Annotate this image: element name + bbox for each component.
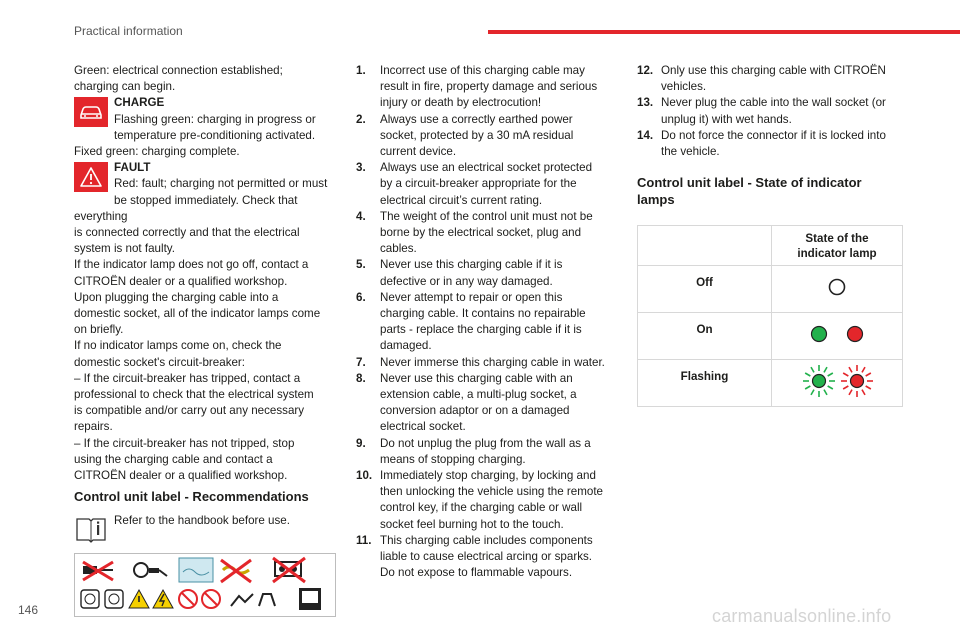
text-line: means of stopping charging. — [380, 452, 526, 466]
text-line: temperature pre-conditioning activated. — [114, 128, 316, 142]
text-line: unplug it) with wet hands. — [661, 112, 792, 126]
running-header: Practical information — [74, 24, 183, 38]
lamp-cell-on — [772, 313, 903, 360]
text-line: system is not faulty. — [74, 242, 175, 256]
page-number: 146 — [18, 603, 39, 617]
indicator-state-table — [637, 225, 903, 407]
handbook-icon — [74, 513, 108, 543]
table-row — [638, 266, 903, 313]
lamp-green-on-icon — [812, 326, 827, 341]
text-line: be stopped immediately. Check that everything — [74, 193, 298, 223]
item-number: 9. — [356, 436, 366, 450]
text-line: Never attempt to repair or open this — [380, 290, 563, 304]
header-accent-bar — [488, 30, 960, 34]
list-item — [356, 355, 618, 371]
item-text — [380, 436, 618, 468]
list-item — [356, 160, 618, 209]
item-text — [661, 128, 903, 160]
item-number: 8. — [356, 371, 366, 385]
charge-lamp-block — [74, 95, 342, 160]
text-line: Never use this charging cable if it is — [380, 258, 563, 272]
text-line: Immediately stop charging, by locking and — [380, 469, 596, 483]
state-cell: Off — [638, 266, 772, 313]
text-line: Always use an electrical socket protected — [380, 161, 593, 175]
text-line: conversion adaptor or on a damaged — [380, 404, 570, 418]
list-item — [356, 290, 618, 355]
column-2 — [356, 63, 618, 582]
item-number: 7. — [356, 355, 366, 369]
item-number: 2. — [356, 112, 366, 126]
list-item — [637, 95, 903, 127]
text-line: then unlocking the vehicle using the remote — [380, 485, 603, 499]
lamp-red-flashing-icon — [841, 365, 873, 397]
header-line: indicator lamp — [797, 246, 877, 260]
heading-line: lamps — [637, 192, 675, 208]
text-line: – If the circuit-breaker has tripped, contact a — [74, 371, 301, 385]
text-line: on briefly. — [74, 323, 124, 337]
text-line: is connected correctly and that the electrical — [74, 226, 300, 240]
text-line: Do not force the connector if it is locked into — [661, 128, 886, 142]
fault-lamp-block — [74, 160, 342, 484]
heading-line: Control unit label - State of indicator — [637, 175, 862, 191]
text-line: CITROËN dealer or a qualified workshop. — [74, 469, 288, 483]
text-line: Fixed green: charging complete. — [74, 145, 240, 159]
text-line: electrical socket. — [380, 420, 466, 434]
column-1 — [74, 63, 342, 617]
list-item — [356, 533, 618, 582]
text-line: The weight of the control unit must not be — [380, 209, 593, 223]
item-text — [380, 355, 618, 371]
lamp-cell-off — [772, 266, 903, 313]
text-line: repairs. — [74, 420, 113, 434]
item-text — [380, 290, 618, 355]
text-line: Always use a correctly earthed power — [380, 112, 573, 126]
table-row — [638, 360, 903, 407]
list-item — [356, 371, 618, 436]
text-line: extension cable, a multi-plug socket, a — [380, 388, 577, 402]
list-item — [356, 63, 618, 112]
text-line: electrical circuit’s current rating. — [380, 193, 543, 207]
item-number: 13. — [637, 96, 654, 110]
item-text — [380, 112, 618, 161]
warning-triangle-icon — [74, 162, 108, 192]
text-line: charging can begin. — [74, 80, 176, 94]
recommendations-list — [356, 63, 618, 582]
text-line: borne by the electrical socket, plug and — [380, 226, 582, 240]
car-icon — [74, 97, 108, 127]
text-line: If no indicator lamps come on, check the — [74, 339, 282, 353]
list-item — [637, 63, 903, 95]
item-text — [380, 209, 618, 258]
text-line: injury or death by electrocution! — [380, 96, 542, 110]
fault-label: FAULT — [114, 161, 151, 175]
text-line: socket, protected by a 30 mA residual — [380, 128, 574, 142]
recommendations-list-continued — [637, 63, 903, 160]
text-line: the vehicle. — [661, 145, 720, 159]
text-line: control key, if the charging cable or wall — [380, 501, 583, 515]
item-text — [380, 533, 618, 582]
header-line: State of the — [805, 231, 869, 245]
item-number: 12. — [637, 64, 654, 77]
lamp-off-icon — [830, 279, 845, 294]
text-line: Upon plugging the charging cable into a — [74, 290, 279, 304]
text-line: Never plug the cable into the wall socket (or — [661, 96, 886, 110]
item-text — [380, 160, 618, 209]
text-line: liable to cause electrical arcing or sparks. — [380, 550, 593, 564]
item-text — [380, 371, 618, 436]
text-line: Green: electrical connection established; — [74, 64, 283, 77]
lamp-green-flashing-icon — [803, 365, 835, 397]
text-line: socket feel burning hot to the touch. — [380, 517, 564, 531]
text-line: Red: fault; charging not permitted or must — [114, 177, 328, 191]
handbook-text: Refer to the handbook before use. — [114, 514, 290, 528]
list-item — [637, 128, 903, 160]
item-text — [380, 468, 618, 533]
text-line: using the charging cable and contact a — [74, 452, 273, 466]
text-line: Never immerse this charging cable in water. — [380, 355, 605, 369]
text-line: charging cable. It contains no repairable — [380, 307, 586, 321]
item-text — [380, 63, 618, 112]
watermark: carmanualsonline.info — [712, 606, 892, 626]
text-line: This charging cable includes components — [380, 533, 593, 547]
item-number: 5. — [356, 258, 366, 272]
text-line: cables. — [380, 242, 417, 256]
item-text — [380, 257, 618, 289]
item-number: 3. — [356, 161, 366, 175]
table-header-row — [638, 226, 903, 266]
text-line: Never use this charging cable with an — [380, 371, 573, 385]
lamp-red-on-icon — [848, 326, 863, 341]
item-text — [661, 63, 903, 95]
list-item — [356, 209, 618, 258]
text-line: domestic socket, all of the indicator lamps come — [74, 307, 321, 321]
text-line: defective or in any way damaged. — [380, 274, 553, 288]
text-line: Flashing green: charging in progress or — [114, 112, 316, 126]
text-line: domestic socket's circuit-breaker: — [74, 355, 246, 369]
text-line: Do not expose to flammable vapours. — [380, 566, 573, 580]
text-line: parts - replace the charging cable if it is — [380, 323, 582, 337]
text-line: CITROËN dealer or a qualified workshop. — [74, 274, 288, 288]
item-number: 1. — [356, 64, 366, 77]
item-number: 6. — [356, 290, 366, 304]
item-number: 14. — [637, 128, 654, 142]
section-heading-recommendations: Control unit label - Recommendations — [74, 489, 309, 505]
item-number: 11. — [356, 533, 372, 547]
section-heading-indicator-states — [637, 174, 867, 208]
text-line: – If the circuit-breaker has not tripped, stop — [74, 436, 295, 450]
item-number: 4. — [356, 209, 366, 223]
text-line: professional to check that the electrical system — [74, 388, 314, 402]
list-item — [356, 112, 618, 161]
item-number: 10. — [356, 469, 373, 483]
column-3 — [637, 63, 903, 407]
list-item — [356, 257, 618, 289]
charge-label: CHARGE — [114, 96, 165, 110]
state-cell: On — [638, 313, 772, 360]
text-line: Only use this charging cable with CITROËN — [661, 64, 886, 77]
text-line: Do not unplug the plug from the wall as a — [380, 436, 591, 450]
table-header-empty — [638, 226, 772, 266]
item-text — [661, 95, 903, 127]
handbook-note — [74, 513, 342, 543]
text-line: Incorrect use of this charging cable may — [380, 64, 585, 77]
text-line: is compatible and/or carry out any necessary — [74, 404, 305, 418]
list-item — [356, 468, 618, 533]
text-line: damaged. — [380, 339, 432, 353]
text-line: vehicles. — [661, 80, 707, 94]
state-cell: Flashing — [638, 360, 772, 407]
text-line: current device. — [380, 145, 457, 159]
safety-pictograms-label — [74, 553, 336, 617]
list-item — [356, 436, 618, 468]
table-row — [638, 313, 903, 360]
text-line: If the indicator lamp does not go off, contact a — [74, 258, 309, 272]
lamp-cell-flashing — [772, 360, 903, 407]
text-line: result in fire, property damage and serious — [380, 80, 598, 94]
text-line: by a circuit-breaker appropriate for the — [380, 177, 577, 191]
table-header-cell — [772, 226, 903, 266]
